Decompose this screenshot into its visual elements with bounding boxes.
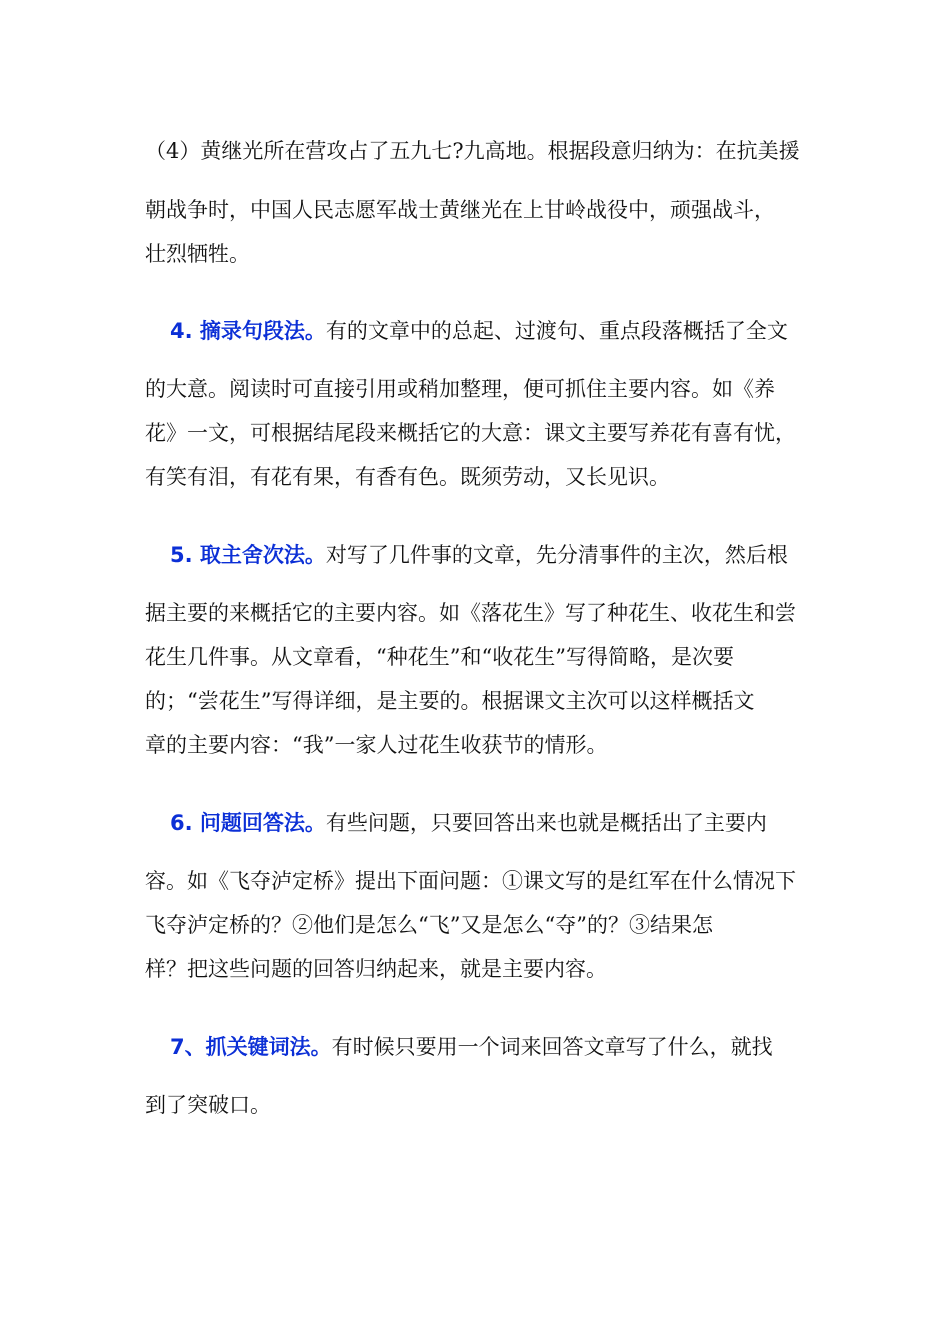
section-4-first-line	[170, 318, 810, 344]
section-7-line-2: 到了突破口。	[145, 1093, 271, 1117]
section-6-line-4: 样？把这些问题的回答归纳起来，就是主要内容。	[145, 957, 607, 981]
section-5-line-4: 的；“尝花生”写得详细，是主要的。根据课文主次可以这样概括文	[145, 689, 755, 713]
section-7-line-1: 有时候只要用一个词来回答文章写了什么，就找	[331, 1035, 773, 1059]
section-4-heading: 4. 摘录句段法。	[170, 319, 326, 343]
section-5-line-3: 花生几件事。从文章看，“种花生”和“收花生”写得简略，是次要	[145, 645, 734, 669]
para-4-line-3: 壮烈牺牲。	[145, 242, 250, 266]
section-7-heading: 7、抓关键词法。	[170, 1035, 332, 1059]
section-5-line-2: 据主要的来概括它的主要内容。如《落花生》写了种花生、收花生和尝	[145, 601, 796, 625]
section-6-line-3: 飞夺泸定桥的？②他们是怎么“飞”又是怎么“夺”的？③结果怎	[145, 913, 713, 937]
section-6-line-1: 有些问题，只要回答出来也就是概括出了主要内	[325, 811, 767, 835]
section-4-line-4: 有笑有泪，有花有果，有香有色。既须劳动，又长见识。	[145, 465, 670, 489]
section-6-heading: 6. 问题回答法。	[170, 811, 326, 835]
section-6-line-2: 容。如《飞夺泸定桥》提出下面问题：①课文写的是红军在什么情况下	[145, 869, 796, 893]
section-4-line-2: 的大意。阅读时可直接引用或稍加整理，便可抓住主要内容。如《养	[145, 377, 775, 401]
para-4-line-1: （4）黄继光所在营攻占了五九七?九高地。根据段意归纳为：在抗美援	[145, 139, 800, 163]
section-5-first-line	[170, 542, 810, 568]
section-5-line-5: 章的主要内容：“我”一家人过花生收获节的情形。	[145, 733, 608, 757]
section-6-first-line	[170, 810, 810, 836]
section-4-line-1: 有的文章中的总起、过渡句、重点段落概括了全文	[325, 319, 788, 343]
section-7-first-line	[170, 1034, 810, 1060]
section-4-line-3: 花》一文，可根据结尾段来概括它的大意：课文主要写养花有喜有忧，	[145, 421, 796, 445]
section-5-heading: 5. 取主舍次法。	[170, 543, 326, 567]
para-4-line-2: 朝战争时，中国人民志愿军战士黄继光在上甘岭战役中，顽强战斗，	[145, 198, 775, 222]
section-5-line-1: 对写了几件事的文章，先分清事件的主次，然后根	[325, 543, 788, 567]
